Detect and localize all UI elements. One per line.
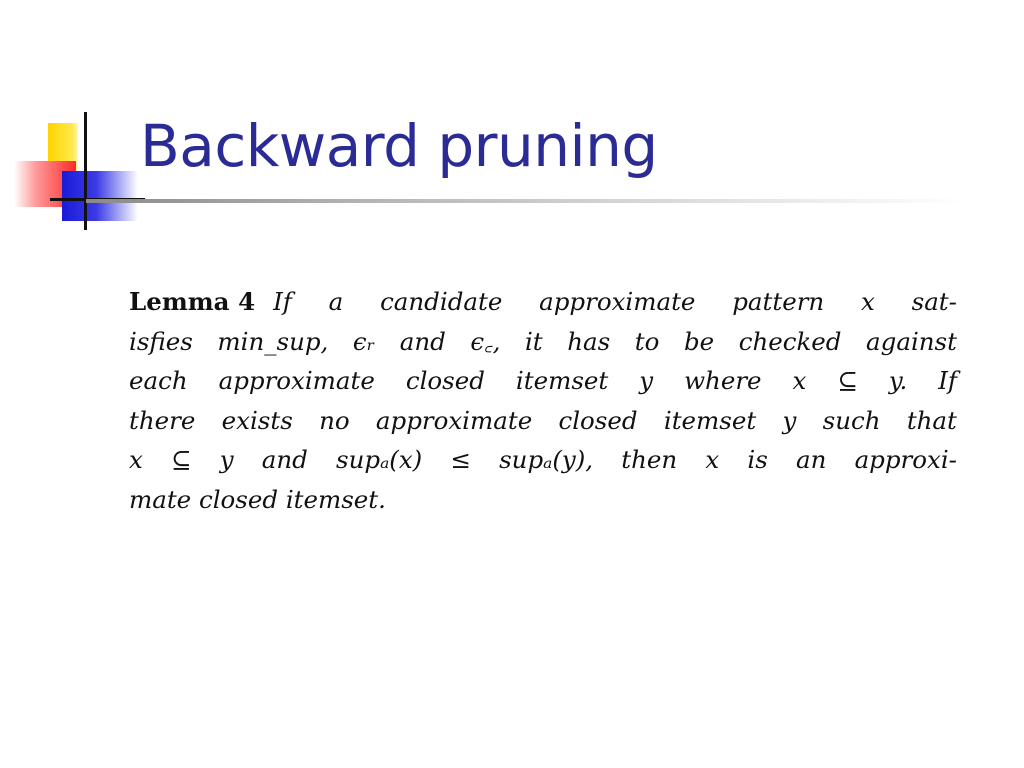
lemma-line: isfies min_sup, ϵᵣ and ϵ꜀, it has to be checked against [129,326,957,356]
lemma-line-text: If a candidate approximate pattern x sat- [273,287,957,316]
lemma-block [129,282,957,519]
logo-vertical-line [84,112,87,230]
slide-logo-graphic [0,0,150,240]
lemma-line: mate closed itemset. [129,484,386,514]
lemma-line: each approximate closed itemset y where x ⊆ y. If [129,366,957,395]
lemma-line [129,282,957,322]
logo-blue-square [62,171,138,221]
lemma-line: there exists no approximate closed itemset y such that [129,405,957,435]
slide-title: Backward pruning [140,112,658,180]
lemma-line: x ⊆ y and supₐ(x) ≤ supₐ(y), then x is an approxi- [129,445,957,474]
lemma-heading: Lemma 4 [129,287,256,316]
title-underline [86,199,966,203]
